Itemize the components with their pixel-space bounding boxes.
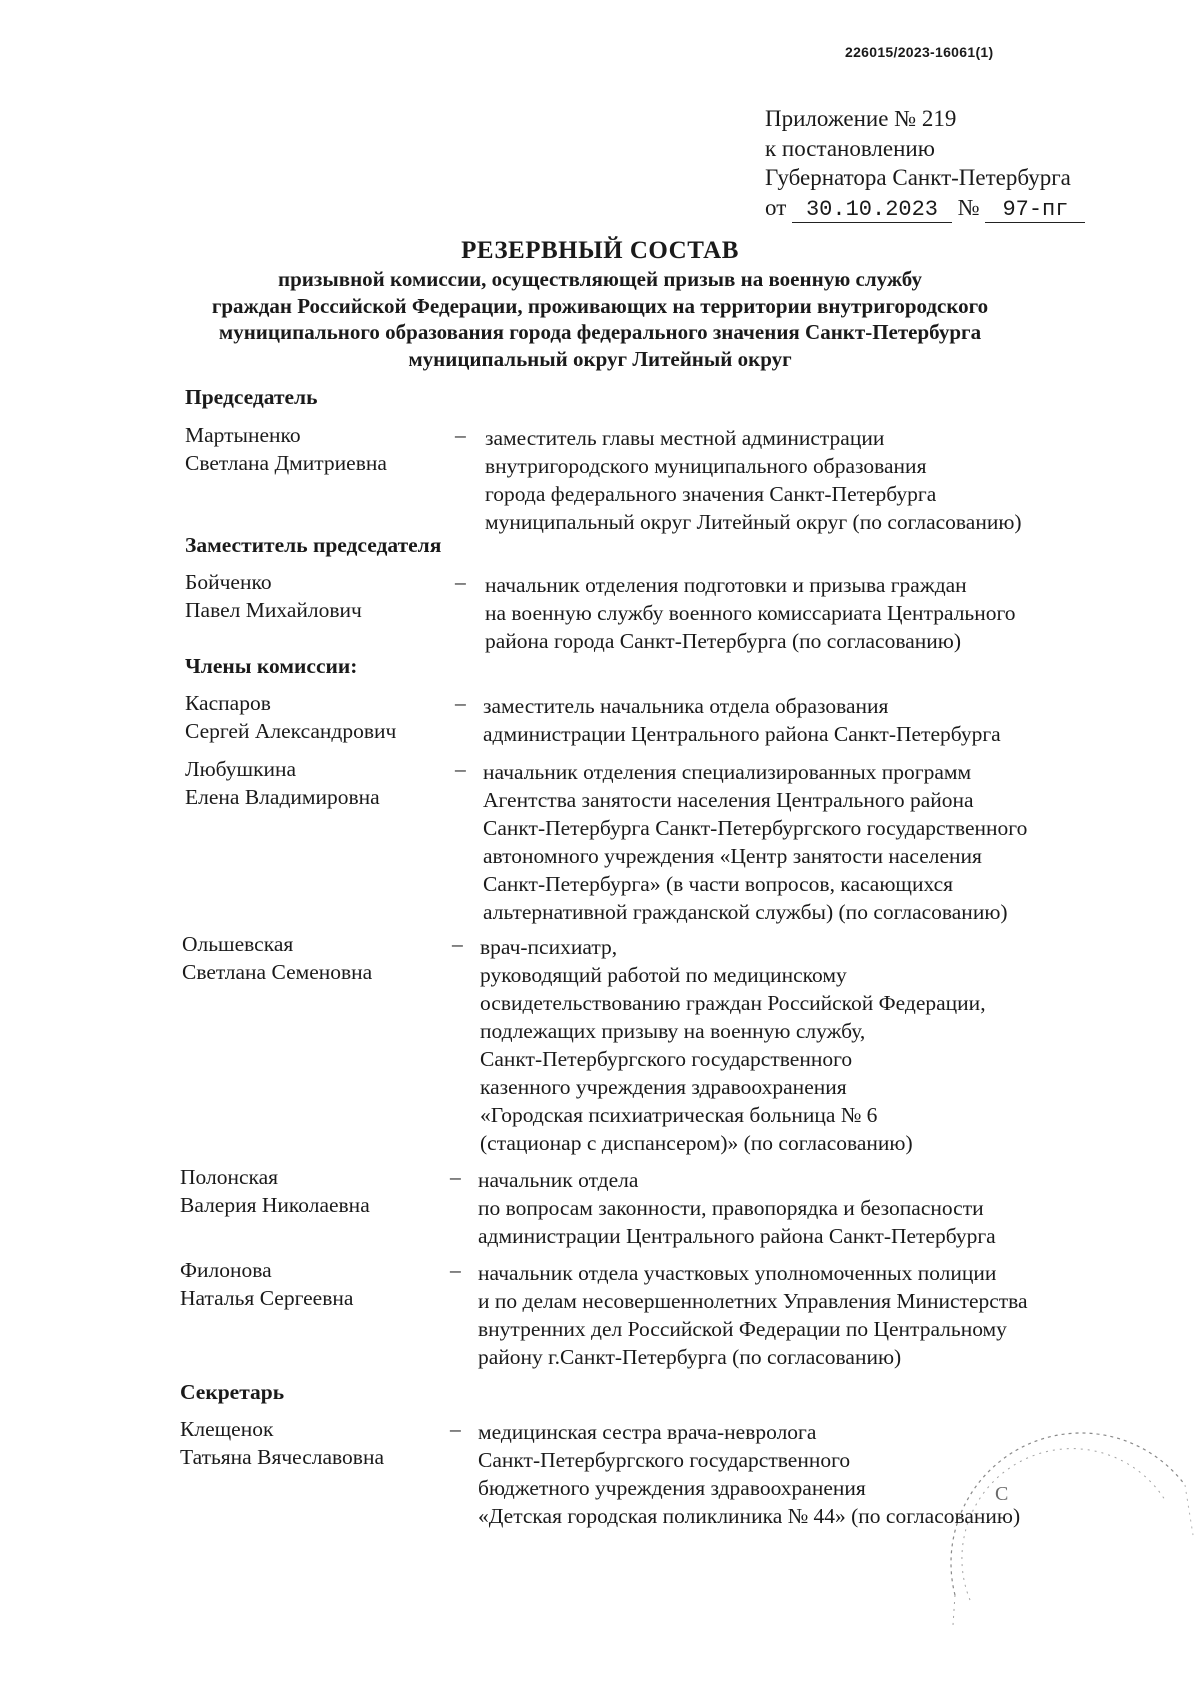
stamp-seal xyxy=(935,1425,1195,1625)
appendix-line-1: Приложение № 219 xyxy=(765,106,957,131)
dash-separator: – xyxy=(455,691,466,715)
appendix-date-row xyxy=(765,193,1085,223)
subtitle-line-1: призывной комиссии, осуществляющей призыв на военную службу xyxy=(278,267,922,291)
person-name: Любушкина Елена Владимировна xyxy=(185,757,380,809)
person-description: начальник отдела по вопросам законности, правопорядка и безопасности администрации Центрального района Санкт-Петербурга xyxy=(478,1168,996,1248)
from-label: от xyxy=(765,194,787,220)
section-members: Члены комиссии: xyxy=(185,654,358,678)
person-name: Мартыненко Светлана Дмитриевна xyxy=(185,423,387,475)
person-description: медицинская сестра врача-невролога Санкт-Петербургского государственного бюджетного учреждения здравоохранения «Детская городская поликлиника № 44» (по согласованию) xyxy=(478,1420,1021,1528)
dash-separator: – xyxy=(455,757,466,781)
person-description: заместитель начальника отдела образования администрации Центрального района Санкт-Петербурга xyxy=(483,694,1001,746)
decree-date: 30.10.2023 xyxy=(792,198,952,223)
dash-separator: – xyxy=(450,1417,461,1441)
title-block xyxy=(140,236,1060,372)
document-number: 226015/2023-16061(1) xyxy=(845,44,994,60)
appendix-line-3: Губернатора Санкт-Петербурга xyxy=(765,165,1071,190)
dash-separator: – xyxy=(450,1165,461,1189)
stamp-letter: С xyxy=(995,1483,1009,1505)
person-name: Полонская Валерия Николаевна xyxy=(180,1165,370,1217)
person-name: Филонова Наталья Сергеевна xyxy=(180,1258,354,1310)
dash-separator: – xyxy=(452,932,463,956)
appendix-line-2: к постановлению xyxy=(765,135,935,161)
section-deputy: Заместитель председателя xyxy=(185,533,442,557)
subtitle-line-4: муниципальный округ Литейный округ xyxy=(408,346,792,371)
person-name: Каспаров Сергей Александрович xyxy=(185,691,397,743)
person-description: врач-психиатр, руководящий работой по медицинскому освидетельствованию граждан Российской Федерации, подлежащих призыву на военную службу, Санкт-Петербургского государственного казенного учреждения здравоохранения «Городская психиатрическая больница № 6 (стационар с диспансером)» (по согласованию) xyxy=(480,935,986,1155)
decree-number: 97-пг xyxy=(985,198,1085,223)
person-description: заместитель главы местной администрации внутригородского муниципального образования города федерального значения Санкт-Петербурга муниципальный округ Литейный округ (по согласованию) xyxy=(485,426,1022,534)
person-description: начальник отдела участковых уполномоченных полиции и по делам несовершеннолетних Управления Министерства внутренних дел Российской Федерации по Центральному району г.Санкт-Петербурга (по согласованию) xyxy=(478,1261,1028,1369)
dash-separator: – xyxy=(450,1258,461,1282)
dash-separator: – xyxy=(455,570,466,594)
section-chairman: Председатель xyxy=(185,385,318,409)
person-name: Бойченко Павел Михайлович xyxy=(185,570,362,622)
subtitle-line-2: граждан Российской Федерации, проживающих на территории внутригородского xyxy=(211,293,989,318)
appendix-header xyxy=(765,104,1085,223)
number-label: № xyxy=(957,194,980,220)
dash-separator: – xyxy=(455,423,466,447)
person-description: начальник отделения подготовки и призыва граждан на военную службу военного комиссариата Центрального района города Санкт-Петербурга (по согласованию) xyxy=(485,573,1016,653)
person-name: Ольшевская Светлана Семеновна xyxy=(182,932,373,984)
person-name: Клещенок Татьяна Вячеславовна xyxy=(180,1417,384,1469)
section-secretary: Секретарь xyxy=(180,1380,285,1404)
subtitle-line-3: муниципального образования города федерального значения Санкт-Петербурга xyxy=(218,320,982,344)
person-description: начальник отделения специализированных программ Агентства занятости населения Центрального района Санкт-Петербурга Санкт-Петербургского государственного автономного учреждения «Центр занятости населения Санкт-Петербурга» (в части вопросов, касающихся альтернативной гражданской службы) (по согласованию) xyxy=(483,760,1028,924)
document-title: РЕЗЕРВНЫЙ СОСТАВ xyxy=(461,237,739,264)
